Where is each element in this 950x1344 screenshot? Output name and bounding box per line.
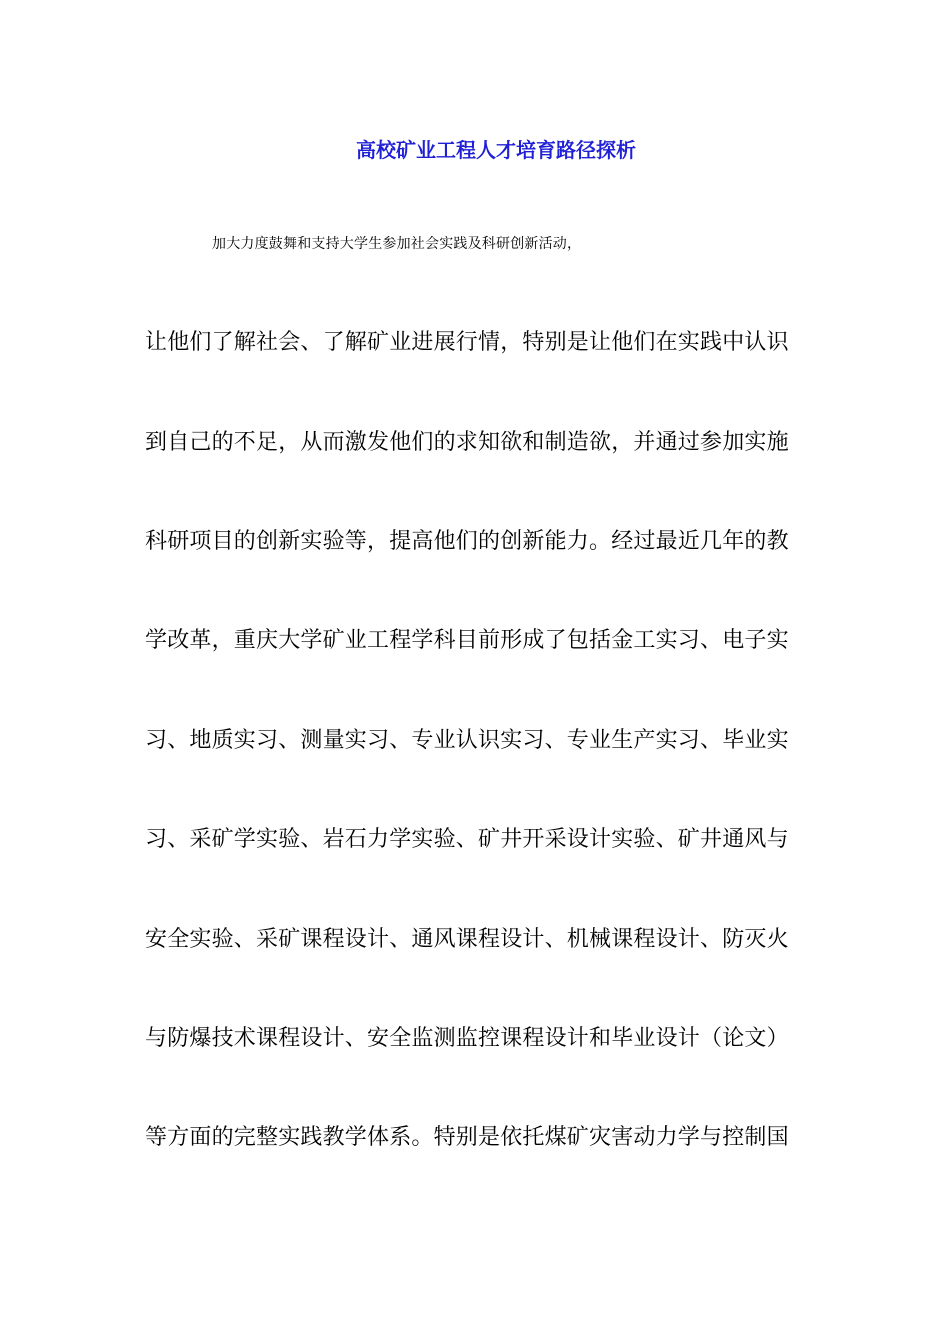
paragraph-line-4: 科研项目的创新实验等，提高他们的创新能力。经过最近几年的教	[145, 529, 789, 554]
paragraph-line-7: 习、采矿学实验、岩石力学实验、矿井开采设计实验、矿井通风与	[145, 827, 789, 852]
paragraph-line-9: 与防爆技术课程设计、安全监测监控课程设计和毕业设计（论文）	[145, 1026, 789, 1051]
paragraph-line-6: 习、地质实习、测量实习、专业认识实习、专业生产实习、毕业实	[145, 728, 789, 753]
paragraph-line-3: 到自己的不足，从而激发他们的求知欲和制造欲，并通过参加实施	[145, 430, 789, 455]
document-title: 高校矿业工程人才培育路径探析	[356, 138, 636, 162]
paragraph-line-5: 学改革，重庆大学矿业工程学科目前形成了包括金工实习、电子实	[145, 628, 789, 653]
paragraph-line-2: 让他们了解社会、了解矿业进展行情，特别是让他们在实践中认识	[145, 330, 789, 355]
paragraph-line-1: 加大力度鼓舞和支持大学生参加社会实践及科研创新活动，	[212, 236, 582, 252]
paragraph-line-8: 安全实验、采矿课程设计、通风课程设计、机械课程设计、防灭火	[145, 927, 789, 952]
paragraph-line-10: 等方面的完整实践教学体系。特别是依托煤矿灾害动力学与控制国	[145, 1125, 789, 1150]
